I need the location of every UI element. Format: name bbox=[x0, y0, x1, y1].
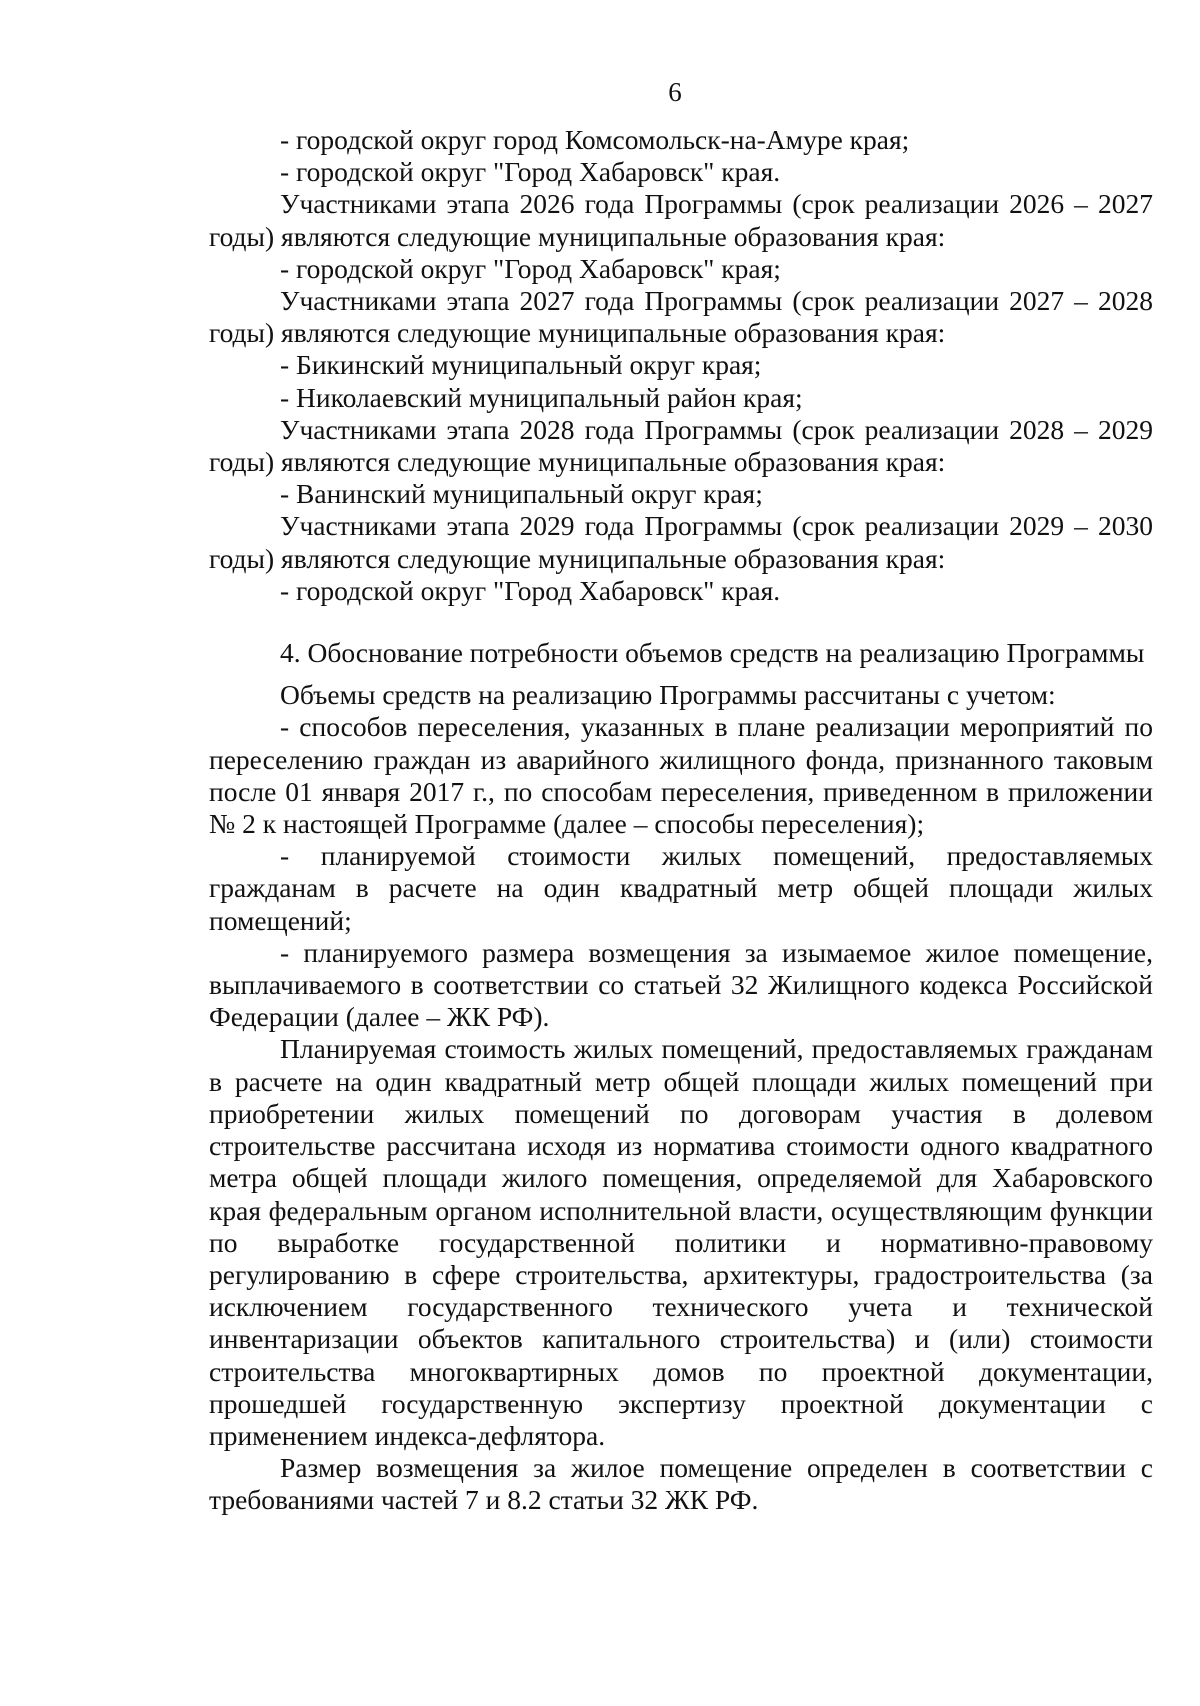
spacer bbox=[209, 607, 1153, 637]
paragraph: Планируемая стоимость жилых помещений, предоставляемых гражданам в расчете на один квадратный метр общей площади жилых помещений при приобретении жилых помещений по договорам участия в долевом строительстве рассчитана исходя из норматива стоимости одного квадратного метра общей площади жилого помещения, определяемой для Хабаровского края федеральным органом исполнительной власти, осуществляющим функции по выработке государственной политики и нормативно-правовому регулированию в сфере строительства, архитектуры, градостроительства (за исключением государственного технического учета и технической инвентаризации объектов капитального строительства) и (или) стоимости строительства многоквартирных домов по проектной документации, прошедшей государственную экспертизу проектной документации с применением индекса-дефлятора. bbox=[209, 1033, 1153, 1451]
list-item: - Ванинский муниципальный округ края; bbox=[280, 478, 763, 510]
paragraph: Объемы средств на реализацию Программы рассчитаны с учетом: bbox=[280, 679, 1056, 711]
list-item: - Николаевский муниципальный район края; bbox=[280, 381, 803, 413]
page-number: 6 bbox=[668, 77, 682, 107]
list-item: - Бикинский муниципальный округ края; bbox=[280, 349, 762, 381]
list-item: - городской округ "Город Хабаровск" края. bbox=[280, 156, 781, 188]
list-item: - планируемой стоимости жилых помещений, предоставляемых гражданам в расчете на один квадратный метр общей площади жилых помещений; bbox=[209, 840, 1153, 936]
list-item: - способов переселения, указанных в плане реализации мероприятий по переселению граждан из аварийного жилищного фонда, признанного таковым после 01 января 2017 г., по способам переселения, приведенном в приложении № 2 к настоящей Программе (далее – способы переселения); bbox=[209, 711, 1153, 840]
paragraph: Участниками этапа 2027 года Программы (срок реализации 2027 – 2028 годы) являются следующие муниципальные образования края: bbox=[209, 285, 1153, 349]
list-item: - планируемого размера возмещения за изымаемое жилое помещение, выплачиваемого в соответствии со статьей 32 Жилищного кодекса Российской Федерации (далее – ЖК РФ). bbox=[209, 936, 1153, 1033]
list-item: - городской округ "Город Хабаровск" края. bbox=[280, 574, 781, 606]
paragraph: Участниками этапа 2026 года Программы (срок реализации 2026 – 2027 годы) являются следующие муниципальные образования края: bbox=[209, 188, 1153, 252]
list-item: - городской округ город Комсомольск-на-Амуре края; bbox=[280, 124, 910, 155]
paragraph: Участниками этапа 2028 года Программы (срок реализации 2028 – 2029 годы) являются следующие муниципальные образования края: bbox=[209, 413, 1153, 478]
paragraph: Участниками этапа 2029 года Программы (срок реализации 2029 – 2030 годы) являются следующие муниципальные образования края: bbox=[209, 510, 1153, 574]
paragraph: Размер возмещения за жилое помещение определен в соответствии с требованиями частей 7 и 8.2 статьи 32 ЖК РФ. bbox=[209, 1452, 1153, 1516]
section-heading: 4. Обоснование потребности объемов средств на реализацию Программы bbox=[280, 637, 1145, 669]
document-body bbox=[209, 124, 1153, 1517]
list-item: - городской округ "Город Хабаровск" края; bbox=[280, 252, 781, 284]
spacer bbox=[209, 669, 1153, 679]
